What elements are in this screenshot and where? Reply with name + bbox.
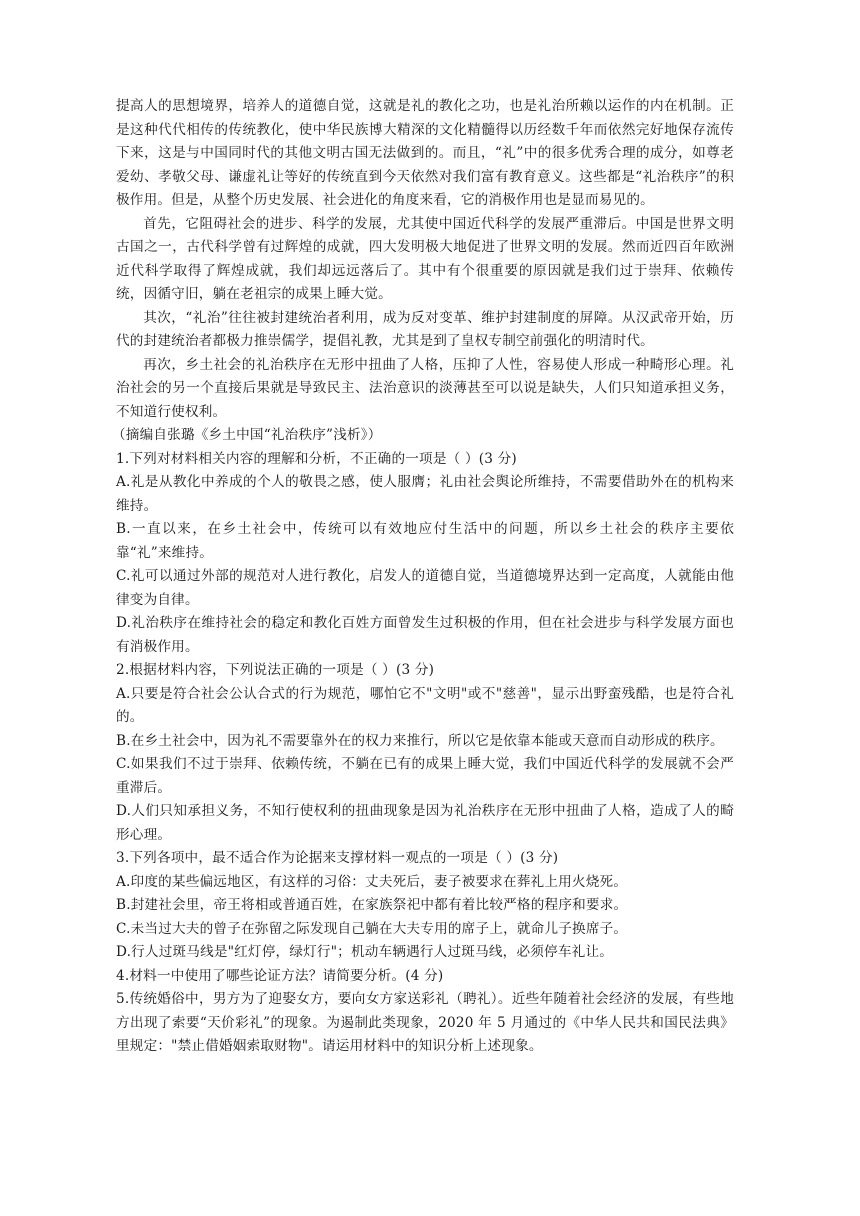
question-stem: 4.材料一中使用了哪些论证方法？请简要分析。(4 分) — [116, 967, 444, 984]
option-d: D.人们只知承担义务，不知行使权利的扭曲现象是因为礼治秩序在无形中扭曲了人格，造成了人的畸形心理。 — [116, 803, 734, 843]
option-c: C.礼可以通过外部的规范对人进行教化，启发人的道德自觉，当道德境界达到一定高度，人就能由他律变为自律。 — [116, 568, 734, 608]
option-a: A.礼是从教化中养成的个人的敬畏之感，使人服膺；礼由社会舆论所维持，不需要借助外在的机构来维持。 — [116, 474, 734, 514]
option-b: B.一直以来，在乡土社会中，传统可以有效地应付生活中的问题，所以乡土社会的秩序主要依靠“礼”来维持。 — [116, 521, 734, 561]
passage-source: （摘编自张璐《乡土中国“礼治秩序”浅析》） — [112, 427, 382, 443]
option-d: D.行人过斑马线是"红灯停，绿灯行"；机动车辆遇行人过斑马线，必须停车礼让。 — [116, 944, 614, 960]
question-5 — [116, 988, 734, 1059]
option-c: C.未当过大夫的曾子在弥留之际发现自己躺在大夫专用的席子上，就命儿子换席子。 — [116, 920, 628, 937]
question-stem: 1.下列对材料相关内容的理解和分析，不正确的一项是（ ）(3 分) — [116, 450, 517, 467]
option-b: B.封建社会里，帝王将相或普通百姓，在家族祭祀中都有着比较严格的程序和要求。 — [116, 897, 628, 913]
option-b: B.在乡土社会中，因为礼不需要靠外在的权力来推行，所以它是依靠本能或天意而自动形成的秩序。 — [116, 732, 724, 749]
option-a: A.只要是符合社会公认合式的行为规范，哪怕它不"文明"或不"慈善"，显示出野蛮残酷，也是符合礼的。 — [116, 685, 734, 725]
question-3 — [116, 847, 734, 965]
question-4 — [116, 965, 734, 989]
question-1 — [116, 448, 734, 660]
question-stem: 5.传统婚俗中，男方为了迎娶女方，要向女方家送彩礼（聘礼）。近些年随着社会经济的发展，有些地方出现了索要“天价彩礼”的现象。为遏制此类现象，2020 年 5 月通过的《中华人民共和国民法典》里规定："禁止借婚姻索取财物"。请运用材料中的知识分析上述现象。 — [116, 991, 734, 1054]
option-a: A.印度的某些偏远地区，有这样的习俗：丈夫死后，妻子被要求在葬礼上用火烧死。 — [116, 873, 628, 890]
passage-paragraph-3: 其次，“礼治”往往被封建统治者利用，成为反对变革、维护封建制度的屏障。从汉武帝开始，历代的封建统治者都极力推崇儒学，提倡礼教，尤其是到了皇权专制空前强化的明清时代。 — [116, 309, 734, 349]
document-page — [112, 95, 734, 1059]
question-stem: 3.下列各项中，最不适合作为论据来支撑材料一观点的一项是（ ）(3 分) — [116, 850, 559, 866]
passage-paragraph-1: 提高人的思想境界，培养人的道德自觉，这就是礼的教化之功，也是礼治所赖以运作的内在机制。正是这种代代相传的传统教化，使中华民族博大精深的文化精髓得以历经数千年而依然完好地保存流传下来，这是与中国同时代的其他文明古国无法做到的。而且，“礼”中的很多优秀合理的成分，如尊老爱幼、孝敬父母、谦虚礼让等好的传统直到今天依然对我们富有教育意义。这些都是“礼治秩序”的积极作用。但是，从整个历史发展、社会进化的角度来看，它的消极作用也是显而易见的。 — [116, 98, 734, 208]
question-stem: 2.根据材料内容，下列说法正确的一项是（ ）(3 分) — [116, 662, 435, 678]
passage-paragraph-4: 再次，乡土社会的礼治秩序在无形中扭曲了人格，压抑了人性，容易使人形成一种畸形心理。礼治社会的另一个直接后果就是导致民主、法治意识的淡薄甚至可以说是缺失，人们只知道承担义务，不知道行使权利。 — [116, 356, 734, 420]
option-c: C.如果我们不过于崇拜、依赖传统，不躺在已有的成果上睡大觉，我们中国近代科学的发展就不会严重滞后。 — [116, 756, 734, 796]
option-d: D.礼治秩序在维持社会的稳定和教化百姓方面曾发生过积极的作用，但在社会进步与科学发展方面也有消极作用。 — [116, 615, 734, 655]
question-2 — [116, 659, 734, 847]
passage-paragraph-2: 首先，它阻碍社会的进步、科学的发展，尤其使中国近代科学的发展严重滞后。中国是世界文明古国之一，古代科学曾有过辉煌的成就，四大发明极大地促进了世界文明的发展。然而近四百年欧洲近代科学取得了辉煌成就，我们却远远落后了。其中有个很重要的原因就是我们过于崇拜、依赖传统，因循守旧，躺在老祖宗的成果上睡大觉。 — [116, 215, 734, 302]
